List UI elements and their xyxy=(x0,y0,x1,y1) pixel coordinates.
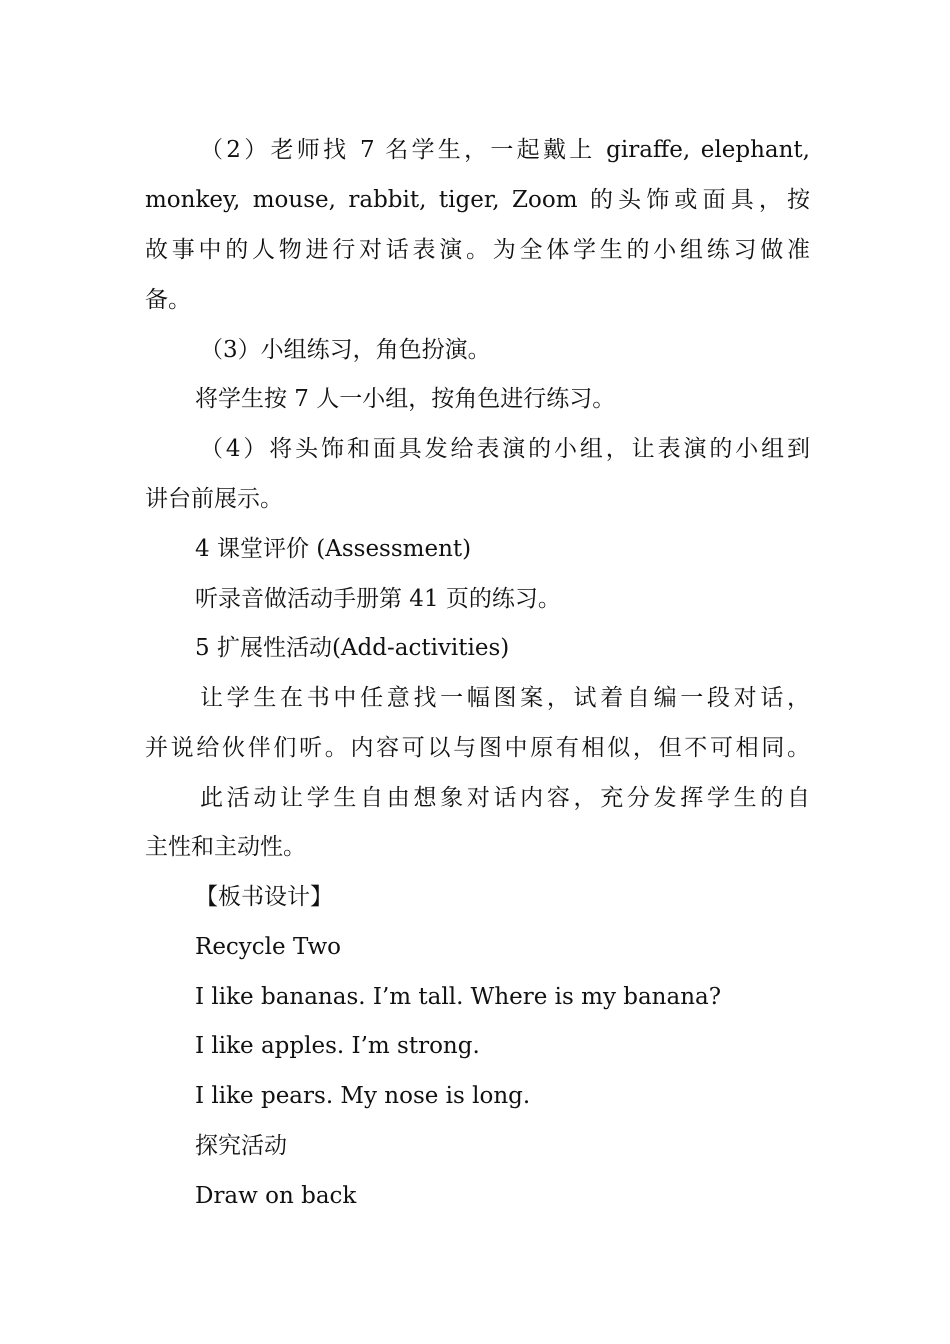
board-line-pears: I like pears. My nose is long. xyxy=(195,1083,531,1109)
paragraph-line-8: 讲台前展示。 xyxy=(145,486,283,512)
inquiry-activity-heading: 探究活动 xyxy=(195,1133,287,1159)
paragraph-line-4: 备。 xyxy=(145,287,191,313)
board-line-recycle-two: Recycle Two xyxy=(195,934,342,960)
paragraph-line-13: 并说给伙伴们听。内容可以与图中原有相似，但不可相同。 xyxy=(145,735,810,761)
paragraph-line-7: （4）将头饰和面具发给表演的小组，让表演的小组到 xyxy=(200,436,810,462)
section-heading-add-activities: 5 扩展性活动(Add-activities) xyxy=(195,635,510,661)
board-line-apples: I like apples. I’m strong. xyxy=(195,1033,480,1059)
inquiry-activity-line: Draw on back xyxy=(195,1183,357,1209)
paragraph-line-3: 故事中的人物进行对话表演。为全体学生的小组练习做准 xyxy=(145,237,810,263)
board-line-bananas: I like bananas. I’m tall. Where is my banana? xyxy=(195,984,722,1010)
paragraph-line-15: 主性和主动性。 xyxy=(145,834,306,860)
paragraph-line-2: monkey, mouse, rabbit, tiger, Zoom 的头饰或面具，按 xyxy=(145,187,810,213)
paragraph-line-10: 听录音做活动手册第 41 页的练习。 xyxy=(195,586,561,612)
paragraph-line-6: 将学生按 7 人一小组，按角色进行练习。 xyxy=(195,386,616,412)
paragraph-line-12: 让学生在书中任意找一幅图案，试着自编一段对话， xyxy=(200,685,810,711)
section-heading-assessment: 4 课堂评价 (Assessment) xyxy=(195,536,472,562)
paragraph-line-5: （3）小组练习，角色扮演。 xyxy=(200,337,491,363)
paragraph-line-14: 此活动让学生自由想象对话内容，充分发挥学生的自 xyxy=(200,785,810,811)
paragraph-line-1: （2）老师找 7 名学生，一起戴上 giraffe, elephant, xyxy=(200,137,810,163)
board-design-heading: 【板书设计】 xyxy=(195,884,333,910)
